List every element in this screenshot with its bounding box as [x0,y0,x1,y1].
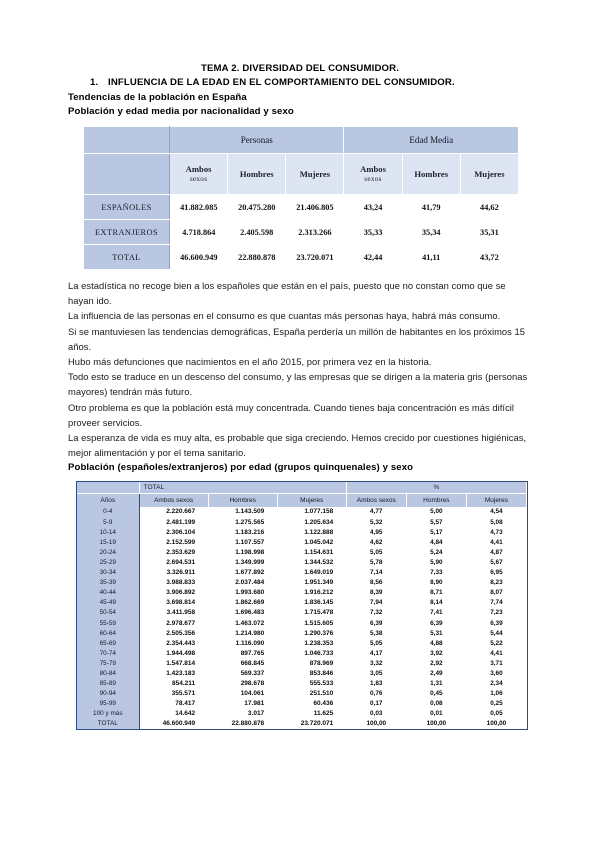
table2-pct-men: 4,88 [406,638,466,648]
table2-pct-women: 6,39 [466,618,526,628]
table1-cell: 43,24 [344,195,402,220]
table2-pct-women: 1,06 [466,689,526,699]
table2-pct-women: 8,07 [466,588,526,598]
table-row [77,648,527,658]
table1-cell: 46.600.949 [170,245,228,270]
table2-pct-women: 0,05 [466,709,526,719]
table2-pct-men: 5,90 [406,557,466,567]
table2-age: 30-34 [77,568,139,578]
table2-age: TOTAL [77,719,139,729]
paragraph: La esperanza de vida es muy alta, es probable que siga creciendo. Hemos crecido por cuestiones higiénicas, mejor alimentación y por el tema sanitario. [68,432,527,459]
table1-col-sublabel: sexos [364,175,382,183]
table2-total-women: 853.846 [277,668,346,678]
document-content [68,62,532,730]
table-row [77,638,527,648]
table2-age: 50-54 [77,608,139,618]
table1-cell: 35,34 [402,220,460,245]
table2-col-total-hombres: Hombres [208,493,277,507]
table2-total-women: 23.720.071 [277,719,346,729]
table2-total-women: 11.625 [277,709,346,719]
table2-total-men: 17.981 [208,699,277,709]
table1-cell: 41,11 [402,245,460,270]
table-row [84,245,519,270]
table2-total-women: 1.238.353 [277,638,346,648]
table-row-total [77,719,527,729]
table2-total-both: 3.326.911 [139,568,208,578]
table2-pct-both: 0,03 [346,709,406,719]
table2-pct-men: 5,00 [406,507,466,517]
table2-pct-men: 0,08 [406,699,466,709]
section-title: INFLUENCIA DE LA EDAD EN EL COMPORTAMIENTO DEL CONSUMIDOR. [108,77,455,88]
table1-corner-cell-2 [84,154,170,195]
table2-total-women: 1.951.349 [277,578,346,588]
table2-col-total-mujeres: Mujeres [277,493,346,507]
paragraph: Hubo más defunciones que nacimientos en el año 2015, por primera vez en la historia. [68,356,432,368]
table1-col-edad-mujeres: Mujeres [460,154,518,195]
table2-total-women: 878.969 [277,658,346,668]
table2-total-women: 1.916.212 [277,588,346,598]
table1-cell: 22.880.878 [228,245,286,270]
table2-total-men: 1.862.669 [208,598,277,608]
table2-pct-men: 7,33 [406,568,466,578]
table1-cell: 44,62 [460,195,518,220]
table2-pct-men: 8,90 [406,578,466,588]
table2-age: 20-24 [77,547,139,557]
table1-col-label: Ambos [360,164,386,174]
table2-total-men: 897.765 [208,648,277,658]
table2-pct-women: 4,73 [466,527,526,537]
table2-pct-men: 6,39 [406,618,466,628]
table-row [77,557,527,567]
table2-age: 55-59 [77,618,139,628]
table-row [77,507,527,517]
table2-corner-cell [77,482,139,494]
table2-age: 60-64 [77,628,139,638]
table2-pct-both: 0,17 [346,699,406,709]
table2-pct-both: 3,32 [346,658,406,668]
page-title: TEMA 2. DIVERSIDAD DEL CONSUMIDOR. [200,63,400,74]
table2-total-both: 2.505.356 [139,628,208,638]
table-row [77,689,527,699]
table-row [84,195,519,220]
table-row [77,537,527,547]
table2-total-both: 3.906.892 [139,588,208,598]
table2-total-both: 2.481.199 [139,517,208,527]
table1-row-label-total: TOTAL [84,245,170,270]
table-row [77,628,527,638]
table2-total-men: 1.349.999 [208,557,277,567]
table-row [77,668,527,678]
table2-group-total: TOTAL [139,482,346,494]
table-row [77,598,527,608]
table2-total-both: 1.944.498 [139,648,208,658]
table2-pct-both: 5,05 [346,638,406,648]
table2-total-both: 2.978.677 [139,618,208,628]
table2-total-women: 1.122.888 [277,527,346,537]
table1-col-personas-mujeres: Mujeres [286,154,344,195]
table2-age: 25-29 [77,557,139,567]
table2-pct-men: 5,17 [406,527,466,537]
table2-age: 35-39 [77,578,139,588]
table2-pct-women: 4,87 [466,547,526,557]
table2-pct-women: 5,08 [466,517,526,527]
table2-pct-women: 5,22 [466,638,526,648]
table1-row-label-extranjeros: EXTRANJEROS [84,220,170,245]
table2-pct-women: 2,34 [466,679,526,689]
table2-group-percent: % [346,482,526,494]
table2-column-header-row [77,493,527,507]
table2-total-both: 14.642 [139,709,208,719]
table2-col-pct-mujeres: Mujeres [466,493,526,507]
table-row [77,517,527,527]
table2-pct-women: 3,71 [466,658,526,668]
table2-total-both: 2.306.104 [139,527,208,537]
table2-pct-women: 100,00 [466,719,526,729]
table2-total-men: 1.275.565 [208,517,277,527]
table-poblacion-grupos-quinquenales [76,481,528,730]
table2-age: 5-9 [77,517,139,527]
table2-age: 80-84 [77,668,139,678]
table2-total-women: 1.715.478 [277,608,346,618]
table2-total-men: 22.880.878 [208,719,277,729]
table2-age: 65-69 [77,638,139,648]
table2-pct-both: 5,05 [346,547,406,557]
table2-pct-both: 7,14 [346,568,406,578]
table2-pct-both: 4,77 [346,507,406,517]
table2-pct-men: 5,24 [406,547,466,557]
table1-column-header-row [84,154,519,195]
table-row [77,568,527,578]
table2-pct-men: 0,45 [406,689,466,699]
table2-pct-men: 8,14 [406,598,466,608]
table2-pct-women: 4,54 [466,507,526,517]
table2-pct-women: 6,95 [466,568,526,578]
table-row [77,699,527,709]
table-row [84,220,519,245]
table2-total-women: 1.649.019 [277,568,346,578]
table2-total-both: 854.211 [139,679,208,689]
table2-total-women: 1.836.145 [277,598,346,608]
table1-col-edad-ambos [344,154,402,195]
table2-total-women: 1.290.376 [277,628,346,638]
paragraph: Todo esto se traduce en un descenso del consumo, y las empresas que se dirigen a la materia gris (personas mayores) tendrán más futuro. [68,371,528,398]
table2-pct-men: 1,31 [406,679,466,689]
table2-pct-both: 6,39 [346,618,406,628]
table2-pct-men: 0,01 [406,709,466,719]
table2-total-men: 1.107.557 [208,537,277,547]
table2-total-men: 3.017 [208,709,277,719]
table1-group-personas: Personas [170,127,344,154]
table2-body [77,507,527,729]
table1-col-personas-hombres: Hombres [228,154,286,195]
table2-total-women: 1.344.532 [277,557,346,567]
table2-age: 45-49 [77,598,139,608]
table2-total-women: 1.046.733 [277,648,346,658]
table2-col-pct-hombres: Hombres [406,493,466,507]
table2-pct-women: 8,23 [466,578,526,588]
table2-total-both: 3.988.833 [139,578,208,588]
table1-col-personas-ambos [170,154,228,195]
table2-pct-women: 0,25 [466,699,526,709]
table2-pct-both: 3,05 [346,668,406,678]
table2-total-both: 2.354.443 [139,638,208,648]
table2-age: 100 y más [77,709,139,719]
table1-group-edad-media: Edad Media [344,127,519,154]
table2-total-both: 78.417 [139,699,208,709]
table2-total-women: 1.205.634 [277,517,346,527]
table2-pct-men: 2,49 [406,668,466,678]
table2-pct-both: 4,62 [346,537,406,547]
table-row [77,578,527,588]
paragraph: La influencia de las personas en el consumo es que cuantas más personas haya, habrá más consumo. [68,310,501,322]
table2-pct-women: 4,41 [466,537,526,547]
table2-pct-men: 7,41 [406,608,466,618]
subtitle-tendencias: Tendencias de la población en España [68,92,247,103]
table2-age: 15-19 [77,537,139,547]
table2-total-both: 1.547.814 [139,658,208,668]
table2-age: 0-4 [77,507,139,517]
table2-age: 90-94 [77,689,139,699]
table2-total-men: 569.337 [208,668,277,678]
table-row [77,588,527,598]
table2-total-men: 1.198.998 [208,547,277,557]
table2-total-women: 1.077.158 [277,507,346,517]
table2-pct-men: 100,00 [406,719,466,729]
table2-pct-men: 4,84 [406,537,466,547]
table2-group-header-row [77,482,527,494]
table2-pct-men: 2,92 [406,658,466,668]
table-row [77,709,527,719]
table2-total-men: 1.696.483 [208,608,277,618]
table-poblacion-nacionalidad-sexo [83,126,519,270]
table1-cell: 2.313.266 [286,220,344,245]
table2-pct-men: 8,71 [406,588,466,598]
table2-total-women: 1.045.042 [277,537,346,547]
table-row [77,547,527,557]
table-row [77,527,527,537]
table2-total-women: 555.533 [277,679,346,689]
table2-age: 75-79 [77,658,139,668]
table1-cell: 20.475.280 [228,195,286,220]
table2-total-women: 60.436 [277,699,346,709]
table1-group-header-row [84,127,519,154]
table-row [77,658,527,668]
table2-total-both: 46.600.949 [139,719,208,729]
table2-total-men: 298.678 [208,679,277,689]
table2-pct-both: 8,39 [346,588,406,598]
table2-total-men: 1.463.072 [208,618,277,628]
table2-col-total-ambos: Ambos sexos [139,493,208,507]
table2-pct-men: 5,57 [406,517,466,527]
table2-age: 10-14 [77,527,139,537]
table-row [77,618,527,628]
table2-pct-both: 5,32 [346,517,406,527]
table1-cell: 21.406.805 [286,195,344,220]
table2-age: 95-99 [77,699,139,709]
table1-corner-cell [84,127,170,154]
table1-row-label-espanoles: ESPAÑOLES [84,195,170,220]
table2-total-men: 668.845 [208,658,277,668]
table2-pct-both: 8,56 [346,578,406,588]
table1-cell: 41,79 [402,195,460,220]
table2-total-both: 1.423.183 [139,668,208,678]
table2-pct-both: 0,76 [346,689,406,699]
table2-total-men: 1.183.216 [208,527,277,537]
table1-cell: 42,44 [344,245,402,270]
table2-total-women: 1.154.631 [277,547,346,557]
table2-pct-women: 5,67 [466,557,526,567]
table2-total-men: 1.677.892 [208,568,277,578]
table1-col-edad-hombres: Hombres [402,154,460,195]
table1-cell: 2.405.598 [228,220,286,245]
table1-col-label: Ambos [185,164,212,174]
table2-total-men: 1.116.090 [208,638,277,648]
table2-pct-women: 7,23 [466,608,526,618]
table2-total-men: 1.993.680 [208,588,277,598]
table1-cell: 43,72 [460,245,518,270]
paragraph: Otro problema es que la población está muy concentrada. Cuando tienes baja concentración es más difícil proveer servicios. [68,401,515,428]
table2-pct-men: 5,31 [406,628,466,638]
table1-cell: 4.718.864 [170,220,228,245]
table2-total-both: 3.698.814 [139,598,208,608]
section-heading [68,76,532,89]
table2-age: 40-44 [77,588,139,598]
table1-cell: 35,33 [344,220,402,245]
subtitle-poblacion-edad-media: Población y edad media por nacionalidad y sexo [68,105,294,117]
table2-pct-men: 3,92 [406,648,466,658]
table2-total-women: 1.515.605 [277,618,346,628]
table2-col-anos: Años [77,493,139,507]
table2-age: 85-89 [77,679,139,689]
subtitle-poblacion-quinquenales: Población (españoles/extranjeros) por edad (grupos quinquenales) y sexo [68,462,414,474]
table2-total-men: 1.143.509 [208,507,277,517]
table2-pct-women: 4,41 [466,648,526,658]
table2-total-both: 355.571 [139,689,208,699]
table2-pct-both: 1,83 [346,679,406,689]
table2-pct-both: 7,94 [346,598,406,608]
table2-col-pct-ambos: Ambos sexos [346,493,406,507]
table2-pct-both: 7,32 [346,608,406,618]
table2-total-men: 2.037.484 [208,578,277,588]
table2-pct-both: 100,00 [346,719,406,729]
table2-total-women: 251.510 [277,689,346,699]
table2-pct-women: 7,74 [466,598,526,608]
table2-total-both: 2.220.667 [139,507,208,517]
body-paragraphs [68,278,532,460]
table2-pct-women: 5,44 [466,628,526,638]
paragraph: La estadística no recoge bien a los españoles que están en el país, puesto que no constan como que se hayan ido. [68,280,506,307]
table2-total-men: 104.061 [208,689,277,699]
table2-pct-both: 4,95 [346,527,406,537]
table2-total-men: 1.214.980 [208,628,277,638]
table2-total-both: 3.411.958 [139,608,208,618]
table2-total-both: 2.353.629 [139,547,208,557]
table2-pct-women: 3,60 [466,668,526,678]
table-row [77,679,527,689]
table2-total-both: 2.152.599 [139,537,208,547]
table1-col-sublabel: sexos [189,175,208,183]
table1-cell: 35,31 [460,220,518,245]
table2-total-both: 2.694.531 [139,557,208,567]
table-row [77,608,527,618]
section-number: 1. [90,77,99,88]
table2-pct-both: 5,38 [346,628,406,638]
paragraph: Si se mantuviesen las tendencias demográficas, España perdería un millón de habitantes en los próximos 15 años. [68,325,526,352]
table2-age: 70-74 [77,648,139,658]
table2-pct-both: 5,78 [346,557,406,567]
table1-cell: 23.720.071 [286,245,344,270]
table1-cell: 41.882.085 [170,195,228,220]
table2-pct-both: 4,17 [346,648,406,658]
